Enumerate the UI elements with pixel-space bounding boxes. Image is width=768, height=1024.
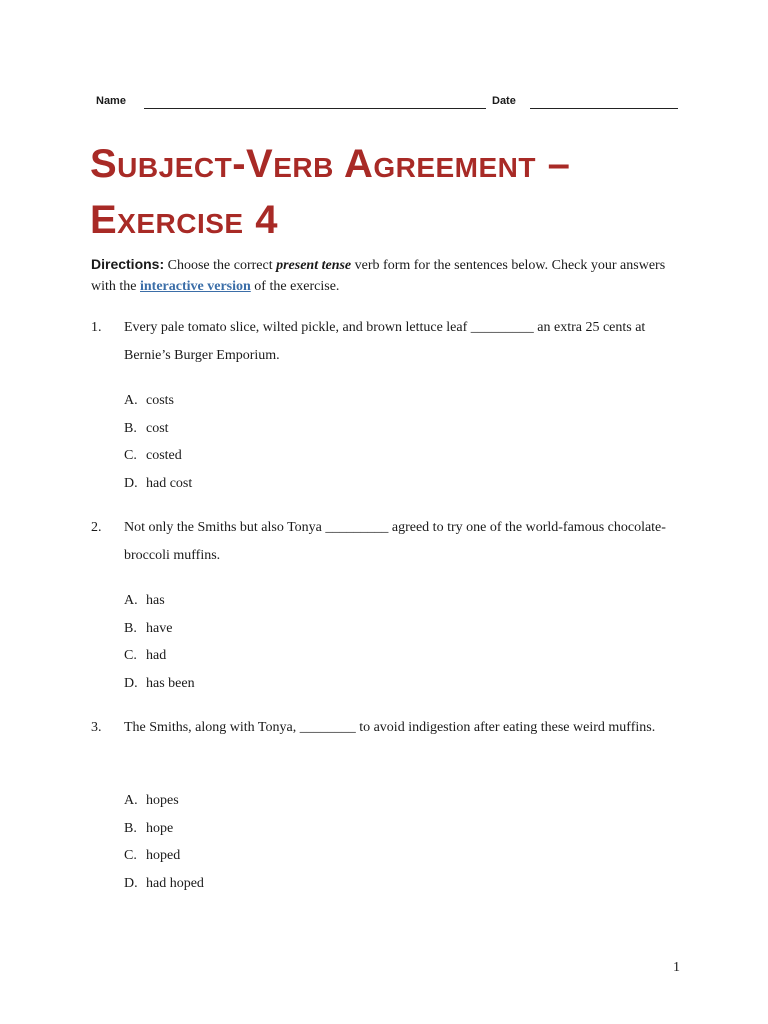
- option-c[interactable]: C. hoped: [124, 848, 181, 863]
- question-stem: The Smiths, along with Tonya, ________ to avoid indigestion after eating these weird muffins.: [124, 720, 656, 735]
- option-a[interactable]: A. costs: [124, 393, 174, 408]
- option-c[interactable]: C. had: [124, 648, 167, 663]
- name-date-row: [96, 93, 678, 111]
- page-number: 1: [673, 960, 680, 975]
- question-stem: Every pale tomato slice, wilted pickle, and brown lettuce leaf _________ an extra 25 cents at Bernie’s Burger Emporium.: [124, 320, 646, 363]
- name-field-line[interactable]: [144, 108, 486, 109]
- interactive-version-link[interactable]: interactive version: [140, 279, 251, 294]
- option-d[interactable]: D. had cost: [124, 475, 193, 491]
- answer-options: [124, 587, 195, 697]
- directions-label: Directions:: [91, 256, 165, 272]
- date-field-line[interactable]: [530, 108, 678, 109]
- title-line-2: Exercise 4: [90, 198, 278, 242]
- option-b[interactable]: B. have: [124, 620, 173, 636]
- date-label: Date: [492, 95, 516, 107]
- directions-text-before: Choose the correct: [164, 258, 277, 273]
- name-label: Name: [96, 95, 126, 107]
- option-c[interactable]: C. costed: [124, 448, 182, 463]
- question-stem: Not only the Smiths but also Tonya _________ agreed to try one of the world-famous chocolate-broccoli muffins.: [124, 520, 666, 563]
- option-d[interactable]: D. had hoped: [124, 875, 204, 891]
- directions-paragraph: [91, 254, 681, 297]
- directions-emphasis: present tense: [276, 258, 352, 273]
- answer-options: [124, 787, 204, 897]
- question-number: 1.: [91, 320, 102, 335]
- option-a[interactable]: A. hopes: [124, 793, 179, 808]
- option-a[interactable]: A. has: [124, 593, 165, 608]
- directions-text-after: of the exercise.: [250, 279, 340, 294]
- option-b[interactable]: B. hope: [124, 820, 174, 836]
- option-b[interactable]: B. cost: [124, 420, 169, 436]
- title-line-1: Subject-Verb Agreement –: [90, 142, 571, 186]
- answer-options: [124, 387, 192, 497]
- option-d[interactable]: D. has been: [124, 675, 195, 691]
- page-title: [90, 136, 690, 248]
- question-number: 2.: [91, 520, 102, 535]
- directions-text-middle: verb form for the sentences below. Check your answers with the: [91, 258, 666, 294]
- question-number: 3.: [91, 720, 102, 735]
